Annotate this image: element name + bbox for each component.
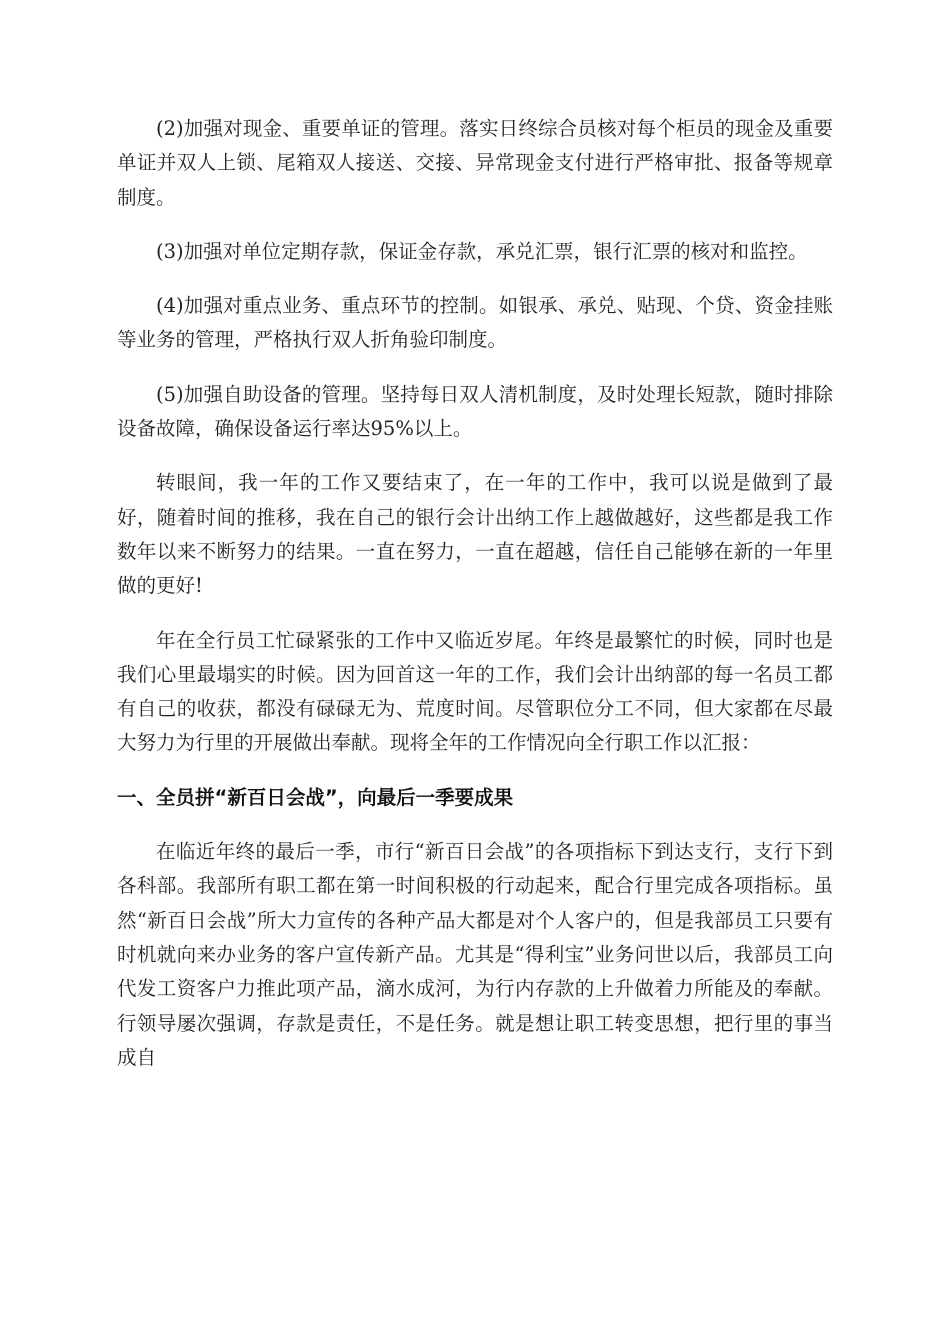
paragraph-key-business-control: (4)加强对重点业务、重点环节的控制。如银承、承兑、贴现、个贷、资金挂账等业务的管理，严格执行双人折角验印制度。: [117, 294, 833, 352]
document-page: [117, 112, 833, 1095]
paragraph-campaign-results: 在临近年终的最后一季，市行“新百日会战”的各项指标下到达支行，支行下到各科部。我部所有职工都在第一时间积极的行动起来，配合行里完成各项指标。虽然“新百日会战”所大力宣传的各种产品大都是对个人客户的，但是我部员工只要有时机就向来办业务的客户宣传新产品。尤其是“得利宝”业务问世以后，我部员工向代发工资客户力推此项产品，滴水成河，为行内存款的上升做着力所能及的奉献。行领导屡次强调，存款是责任，不是任务。就是想让职工转变思想，把行里的事当成自: [117, 840, 833, 1069]
paragraph-self-service-equipment: (5)加强自助设备的管理。坚持每日双人清机制度，及时处理长短款，随时排除设备故障，确保设备运行率达95%以上。: [117, 382, 833, 441]
paragraph-year-reflection: 转眼间，我一年的工作又要结束了，在一年的工作中，我可以说是做到了最好，随着时间的推移，我在自己的银行会计出纳工作上越做越好，这些都是我工作数年以来不断努力的结果。一直在努力，一直在超越，信任自己能够在新的一年里做的更好!: [117, 471, 833, 598]
section-heading: 一、全员拼“新百日会战”，向最后一季要成果: [117, 785, 514, 809]
paragraph-year-end-report: 年在全行员工忙碌紧张的工作中又临近岁尾。年终是最繁忙的时候，同时也是我们心里最塌实的时候。因为回首这一年的工作，我们会计出纳部的每一名员工都有自己的收获，都没有碌碌无为、荒度时间。尽管职位分工不同，但大家都在尽最大努力为行里的开展做出奉献。现将全年的工作情况向全行职工作以汇报：: [117, 628, 833, 755]
paragraph-cash-management: (2)加强对现金、重要单证的管理。落实日终综合员核对每个柜员的现金及重要单证并双人上锁、尾箱双人接送、交接、异常现金支付进行严格审批、报备等规章制度。: [117, 117, 833, 209]
paragraph-deposit-monitoring: (3)加强对单位定期存款，保证金存款，承兑汇票，银行汇票的核对和监控。: [156, 239, 808, 263]
